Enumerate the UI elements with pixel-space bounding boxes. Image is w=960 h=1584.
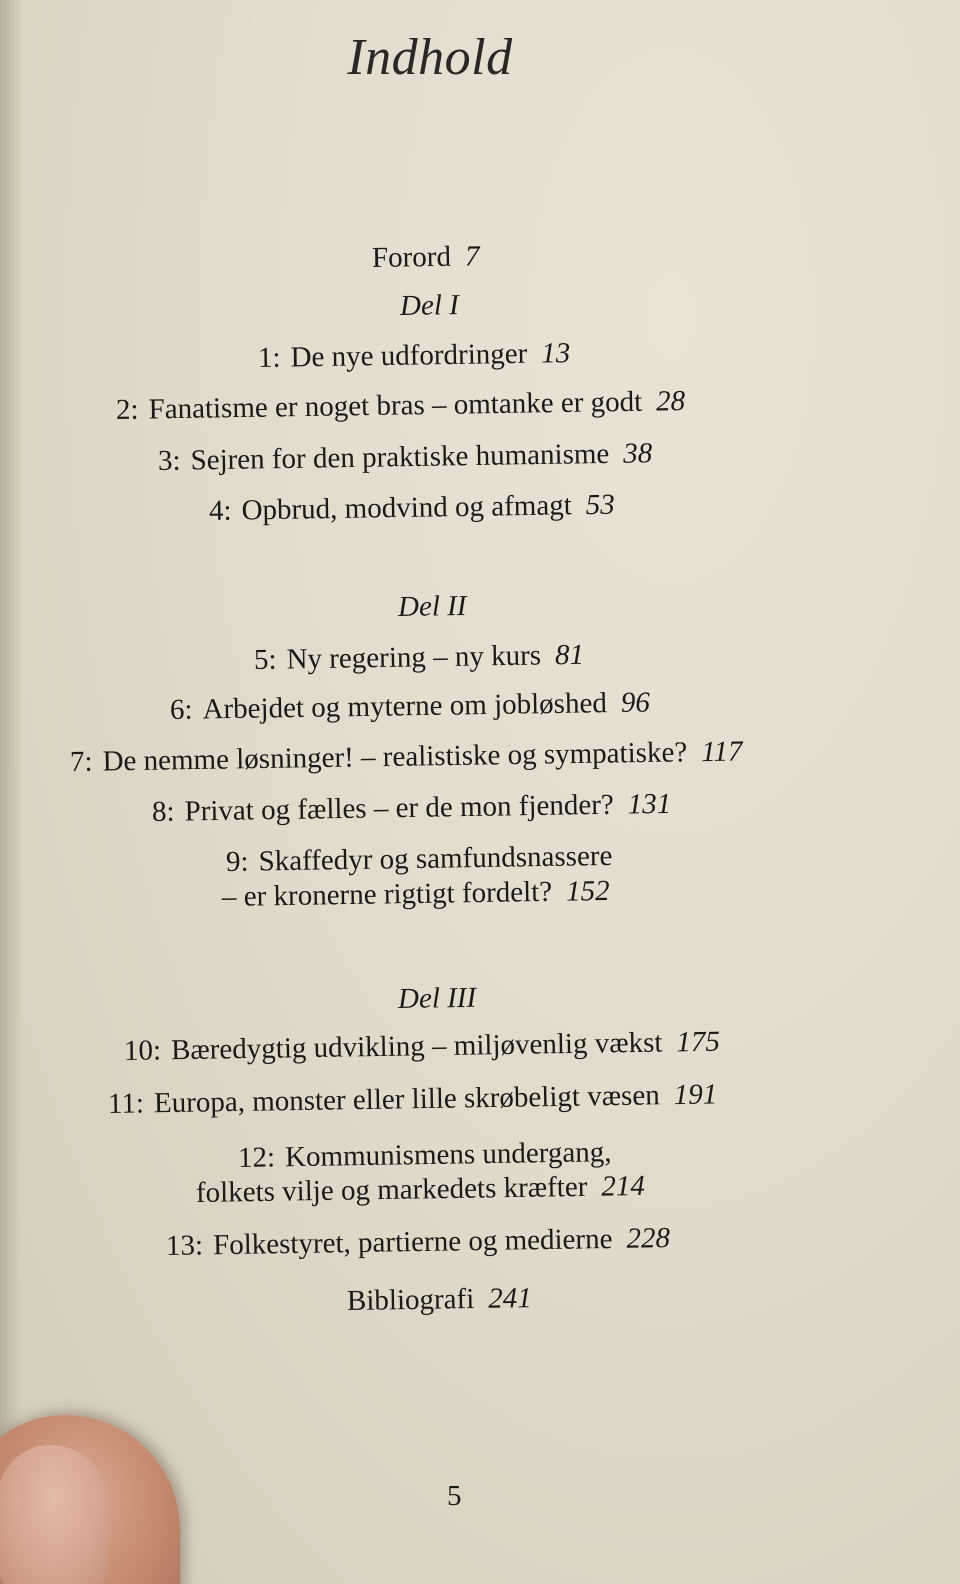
toc-entry-text: Arbejdet og myterne om jobløshed: [202, 687, 608, 726]
chapter-number: 1:: [257, 341, 281, 374]
toc-entry-text: Folkestyret, partierne og medierne: [212, 1222, 613, 1262]
toc-entry-page: 96: [620, 686, 651, 719]
toc-entry-text: Ny regering – ny kurs: [286, 639, 542, 676]
toc-entry-page: 241: [487, 1282, 532, 1315]
part-heading-del-3: Del III: [397, 981, 477, 1015]
chapter-number: 2:: [115, 393, 139, 426]
toc-entry-text: – er kronerne rigtigt fordelt?: [221, 875, 553, 913]
toc-entry-page: 28: [655, 385, 686, 418]
part-heading-del-1: Del I: [399, 289, 460, 322]
toc-entry-text: Kommunismens undergang,: [284, 1136, 612, 1174]
chapter-number: 8:: [151, 795, 175, 828]
toc-entry-text: Bibliografi: [346, 1283, 475, 1317]
toc-entry-chapter-7: [70, 734, 743, 779]
toc-entry-page: 7: [464, 240, 480, 273]
toc-entry-bibliografi: [347, 1281, 532, 1318]
toc-entry-chapter-5: [254, 638, 585, 677]
toc-entry-text: Forord: [371, 240, 452, 274]
toc-entry-page: 131: [627, 787, 672, 821]
chapter-number: 12:: [237, 1141, 276, 1174]
toc-entry-text: Fanatisme er noget bras – omtanke er godt: [148, 385, 643, 426]
toc-entry-chapter-12-line-2: [196, 1169, 645, 1210]
thumbnail-nail: [0, 1445, 108, 1584]
toc-entry-chapter-6: [170, 685, 650, 727]
toc-entry-chapter-4: [209, 488, 615, 528]
toc-entry-text: Bæredygtig udvikling – miljøvenlig vækst: [170, 1026, 663, 1067]
toc-entry-page: 13: [541, 337, 571, 370]
toc-entry-chapter-10: [124, 1025, 720, 1068]
toc-entry-chapter-3: [158, 436, 653, 478]
chapter-number: 6:: [169, 693, 193, 726]
chapter-number: 3:: [157, 444, 181, 477]
toc-entry-chapter-9-line-2: [222, 874, 610, 914]
toc-entry-forord: [372, 239, 480, 275]
chapter-number: 4:: [208, 494, 232, 527]
toc-entry-page: 117: [700, 735, 743, 769]
chapter-number: 13:: [165, 1229, 204, 1262]
toc-entry-text: Europa, monster eller lille skrøbeligt væsen: [153, 1079, 660, 1120]
toc-entry-text: Privat og fælles – er de mon fjender?: [184, 788, 615, 828]
toc-entry-page: 38: [623, 437, 653, 470]
toc-entry-text: De nye udfordringer: [290, 337, 528, 374]
toc-entry-chapter-2: [116, 384, 686, 427]
chapter-number: 7:: [69, 745, 93, 778]
chapter-number: 9:: [225, 845, 249, 878]
toc-entry-page: 228: [626, 1222, 671, 1255]
toc-entry-chapter-9-line-1: [226, 839, 613, 879]
toc-entry-page: 191: [673, 1078, 718, 1112]
toc-entry-text: Opbrud, modvind og afmagt: [241, 489, 573, 527]
toc-entry-chapter-11: [108, 1077, 718, 1121]
toc-entry-page: 152: [565, 874, 610, 908]
toc-entry-chapter-12-line-1: [238, 1135, 612, 1175]
chapter-number: 11:: [107, 1087, 145, 1120]
toc-entry-chapter-8: [152, 787, 672, 829]
toc-entry-page: 81: [554, 638, 585, 672]
chapter-number: 5:: [253, 643, 277, 676]
page-number: 5: [447, 1480, 462, 1512]
toc-entry-text: Sejren for den praktiske humanisme: [190, 437, 610, 477]
toc-entry-text: De nemme løsninger! – realistiske og sympatiske?: [102, 736, 688, 778]
part-heading-del-2: Del II: [397, 589, 467, 623]
toc-entry-page: 53: [585, 488, 615, 522]
toc-entry-chapter-13: [166, 1221, 670, 1263]
toc-entry-text: Skaffedyr og samfundsnassere: [258, 839, 613, 878]
toc-entry-page: 175: [676, 1025, 721, 1059]
chapter-number: 10:: [123, 1034, 162, 1067]
page-title: Indhold: [347, 29, 513, 86]
toc-entry-page: 214: [601, 1169, 646, 1203]
toc-entry-chapter-1: [258, 336, 571, 375]
toc-entry-text: folkets vilje og markedets kræfter: [195, 1170, 588, 1209]
